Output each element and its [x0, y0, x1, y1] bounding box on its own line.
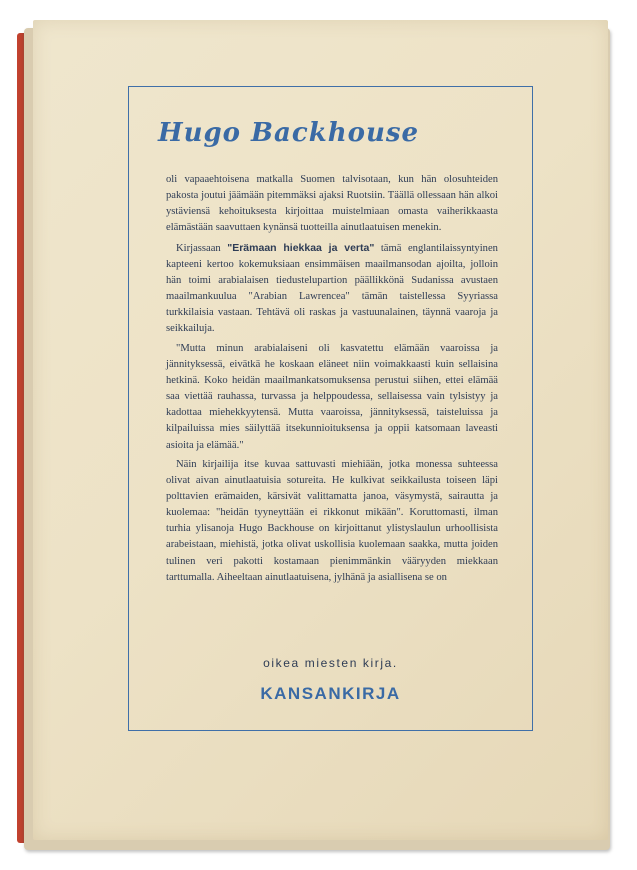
paragraph-4-text: Näin kirjailija itse kuvaa sattuvasti miehiään, jotka monessa suhteessa olivat aivan ainutlaatuisia sotureita. He kulkivat seikkailusta toiseen läpi polttavien erämaiden, kärsivät valittamatta janoa, väsymystä, sairautta ja kuolemaa: "heidän tyyneyttään ei rikkonut mikään". Koruttomasti, ilman turhia ylisanoja Hugo Backhouse on kirjoittanut ylistyslaulun urhoollisista arabeistaan, miehistä, jotka olivat uskollisia kuolemaan saakka, mutta joiden tulinen veri pakotti kostamaan pienimmänkin vääryyden miekkaan tarttumalla. Aiheeltaan ainutlaatuisena, jylhänä ja asiallisena se on [166, 458, 498, 583]
blurb-paragraph-1 [166, 172, 498, 237]
blurb-paragraph-2 [166, 240, 498, 338]
book-title-emphasis: "Erämaan hiekkaa ja verta" [227, 241, 375, 254]
paragraph-2-text-start: Kirjassaan [176, 242, 228, 254]
tagline: oikea miesten kirja. [263, 656, 398, 670]
blurb-text [166, 172, 498, 589]
author-name-heading: Hugo Backhouse [158, 118, 420, 148]
paragraph-3-quote: "Mutta minun arabialaiseni oli kasvatettu elämään vaaroissa ja jännityksessä, eivätkä he koskaan eläneet niin voimakkaasti kuin sellaisina hetkinä. Koko heidän maailmankatsomuksensa perustui siihen, ettei elämää saa viettää rauhassa, turvassa ja helppoudessa, sellaisessa vain tylsistyy ja kadottaa miehekkyytensä. Mutta vaaroissa, jännityksessä, taisteluissa ja kilpailuissa mies säilyttää itsekunnioituksensa ja oppii katsomaan laveasti asioita ja elämää." [166, 342, 498, 451]
blurb-paragraph-4 [166, 457, 498, 586]
blurb-paragraph-3 [166, 341, 498, 454]
paragraph-2-text-end: tämä englantilaissyntyinen kapteeni kertoo kokemuksiaan ensimmäisen maailmansodan ajoilta, jolloin hän toimi arabialaisen tiedustelupartion päällikkönä Sudanissa avustaen maailmankuulua "Arabian Lawrencea" tämän taistellessa Syyriassa turkkilaisia vastaan. Tehtävä oli raskas ja vastuunalainen, täynnä vaaroja ja seikkailuja. [166, 242, 498, 335]
publisher-name: KANSANKIRJA [260, 684, 401, 703]
paragraph-1-text: oli vapaaehtoisena matkalla Suomen talvisotaan, kun hän olosuhteiden pakosta joutui jäämään pitemmäksi ajaksi Ruotsiin. Täällä ollessaan hän alkoi ystäviensä kehoituksesta kirjoittaa muistelmiaan omasta vaiherikkaasta elämästään saavuttaen kynänsä tuotteilla ainutlaatuisen menekin. [166, 174, 498, 234]
